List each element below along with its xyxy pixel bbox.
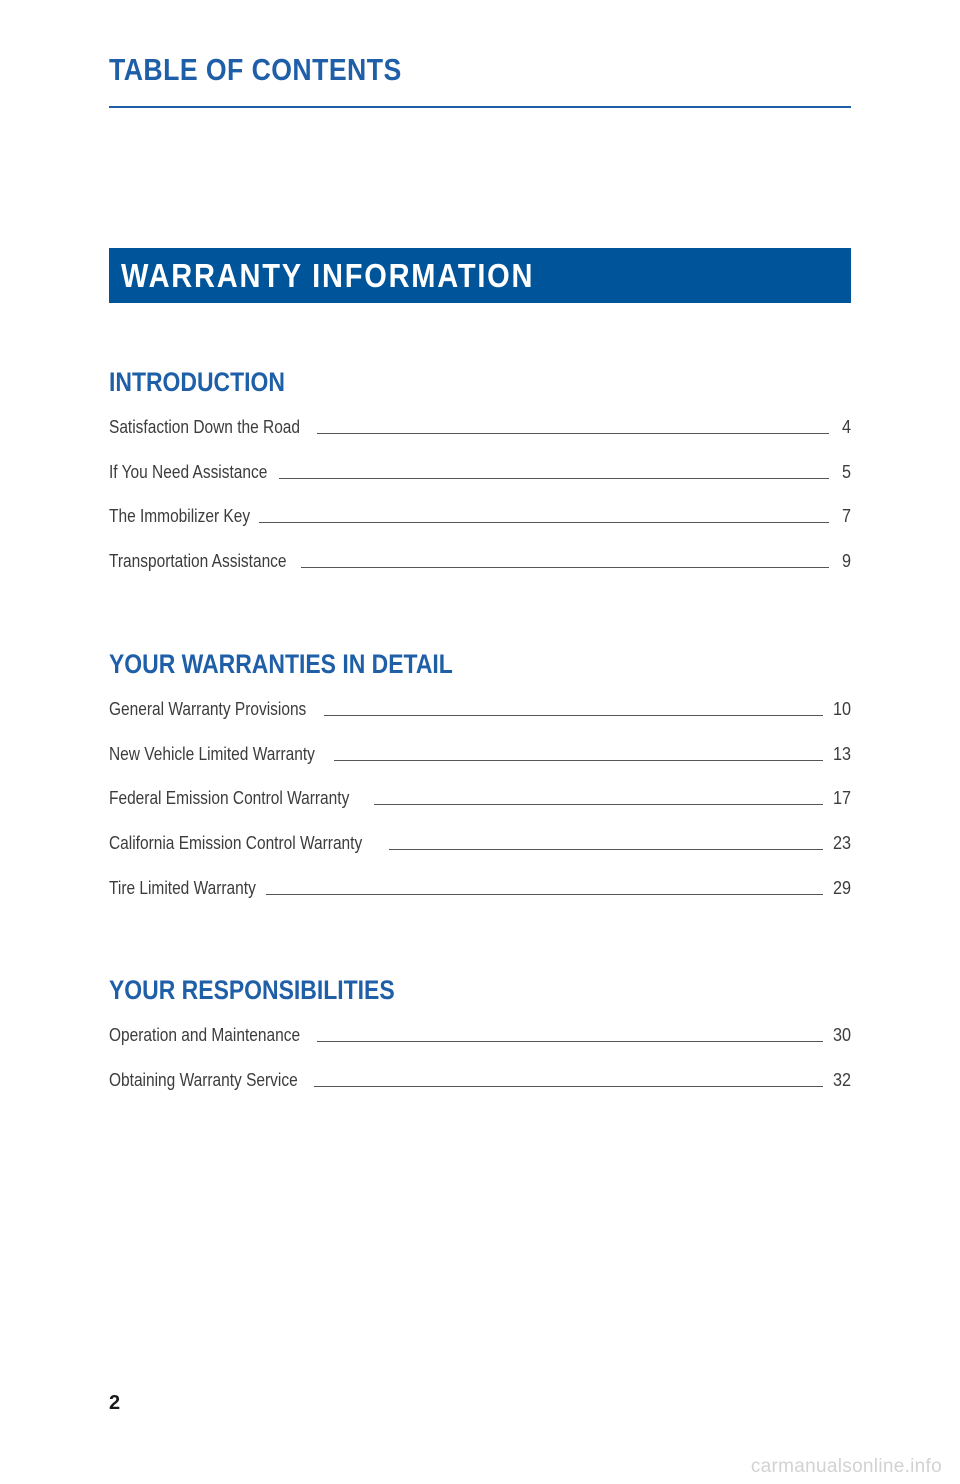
page-number: 2	[109, 1392, 121, 1414]
toc-entry-page: 29	[832, 877, 851, 898]
section-heading: YOUR RESPONSIBILITIES	[109, 975, 395, 1005]
title-divider	[109, 106, 851, 108]
toc-entry-label: California Emission Control Warranty	[109, 833, 363, 854]
toc-list	[109, 409, 851, 573]
toc-entry-page: 10	[832, 699, 851, 719]
toc-leader-line	[324, 714, 823, 716]
section-heading: YOUR WARRANTIES IN DETAIL	[109, 649, 453, 679]
toc-entry-obtaining-warranty-service[interactable]	[109, 1062, 851, 1092]
toc-entry-page: 9	[841, 551, 851, 572]
toc-section-your-warranties-in-detail	[109, 647, 851, 900]
toc-section-your-responsibilities	[109, 973, 851, 1092]
toc-entry-new-vehicle-limited-warranty[interactable]	[109, 736, 851, 766]
toc-entry-california-emission-control-warranty[interactable]	[109, 825, 851, 855]
toc-leader-line	[334, 759, 823, 761]
toc-entry-label: General Warranty Provisions	[109, 699, 307, 719]
watermark-text: carmanualsonline.info	[750, 1456, 942, 1477]
toc-list	[109, 1017, 851, 1092]
toc-leader-line	[314, 1085, 823, 1087]
toc-entry-if-you-need-assistance[interactable]	[109, 454, 851, 484]
toc-entry-label: Obtaining Warranty Service	[109, 1069, 298, 1090]
toc-entry-page: 7	[841, 506, 851, 527]
toc-entry-page: 4	[841, 417, 851, 437]
banner-title: WARRANTY INFORMATION	[121, 257, 535, 294]
toc-entry-the-immobilizer-key[interactable]	[109, 498, 851, 528]
toc-entry-transportation-assistance[interactable]	[109, 543, 851, 573]
toc-entry-label: Federal Emission Control Warranty	[109, 788, 350, 809]
warranty-information-banner	[109, 248, 851, 303]
toc-entry-satisfaction-down-the-road[interactable]	[109, 409, 851, 439]
toc-entry-label: Operation and Maintenance	[109, 1025, 301, 1045]
toc-leader-line	[259, 521, 829, 523]
toc-entry-page: 32	[832, 1069, 851, 1090]
toc-leader-line	[279, 477, 829, 479]
toc-leader-line	[317, 1040, 823, 1042]
toc-section-introduction	[109, 365, 851, 573]
toc-leader-line	[317, 432, 829, 434]
toc-list	[109, 691, 851, 900]
toc-leader-line	[301, 566, 829, 568]
toc-entry-page: 17	[832, 788, 851, 809]
toc-entry-operation-and-maintenance[interactable]	[109, 1017, 851, 1047]
toc-entry-page: 30	[832, 1025, 851, 1045]
toc-entry-page: 13	[832, 743, 851, 764]
page-title: TABLE OF CONTENTS	[109, 52, 402, 87]
toc-leader-line	[374, 803, 823, 805]
toc-entry-page: 23	[832, 833, 851, 854]
toc-entry-tire-limited-warranty[interactable]	[109, 870, 851, 900]
toc-entry-label: If You Need Assistance	[109, 461, 268, 482]
toc-entry-label: Satisfaction Down the Road	[109, 417, 301, 437]
toc-leader-line	[266, 893, 823, 895]
toc-entry-general-warranty-provisions[interactable]	[109, 691, 851, 721]
toc-leader-line	[389, 848, 823, 850]
toc-entry-label: The Immobilizer Key	[109, 506, 251, 527]
toc-entry-label: Transportation Assistance	[109, 551, 287, 572]
section-heading: INTRODUCTION	[109, 367, 285, 397]
toc-entry-federal-emission-control-warranty[interactable]	[109, 780, 851, 810]
toc-entry-label: Tire Limited Warranty	[109, 877, 256, 898]
toc-entry-page: 5	[841, 461, 851, 482]
toc-entry-label: New Vehicle Limited Warranty	[109, 743, 315, 764]
